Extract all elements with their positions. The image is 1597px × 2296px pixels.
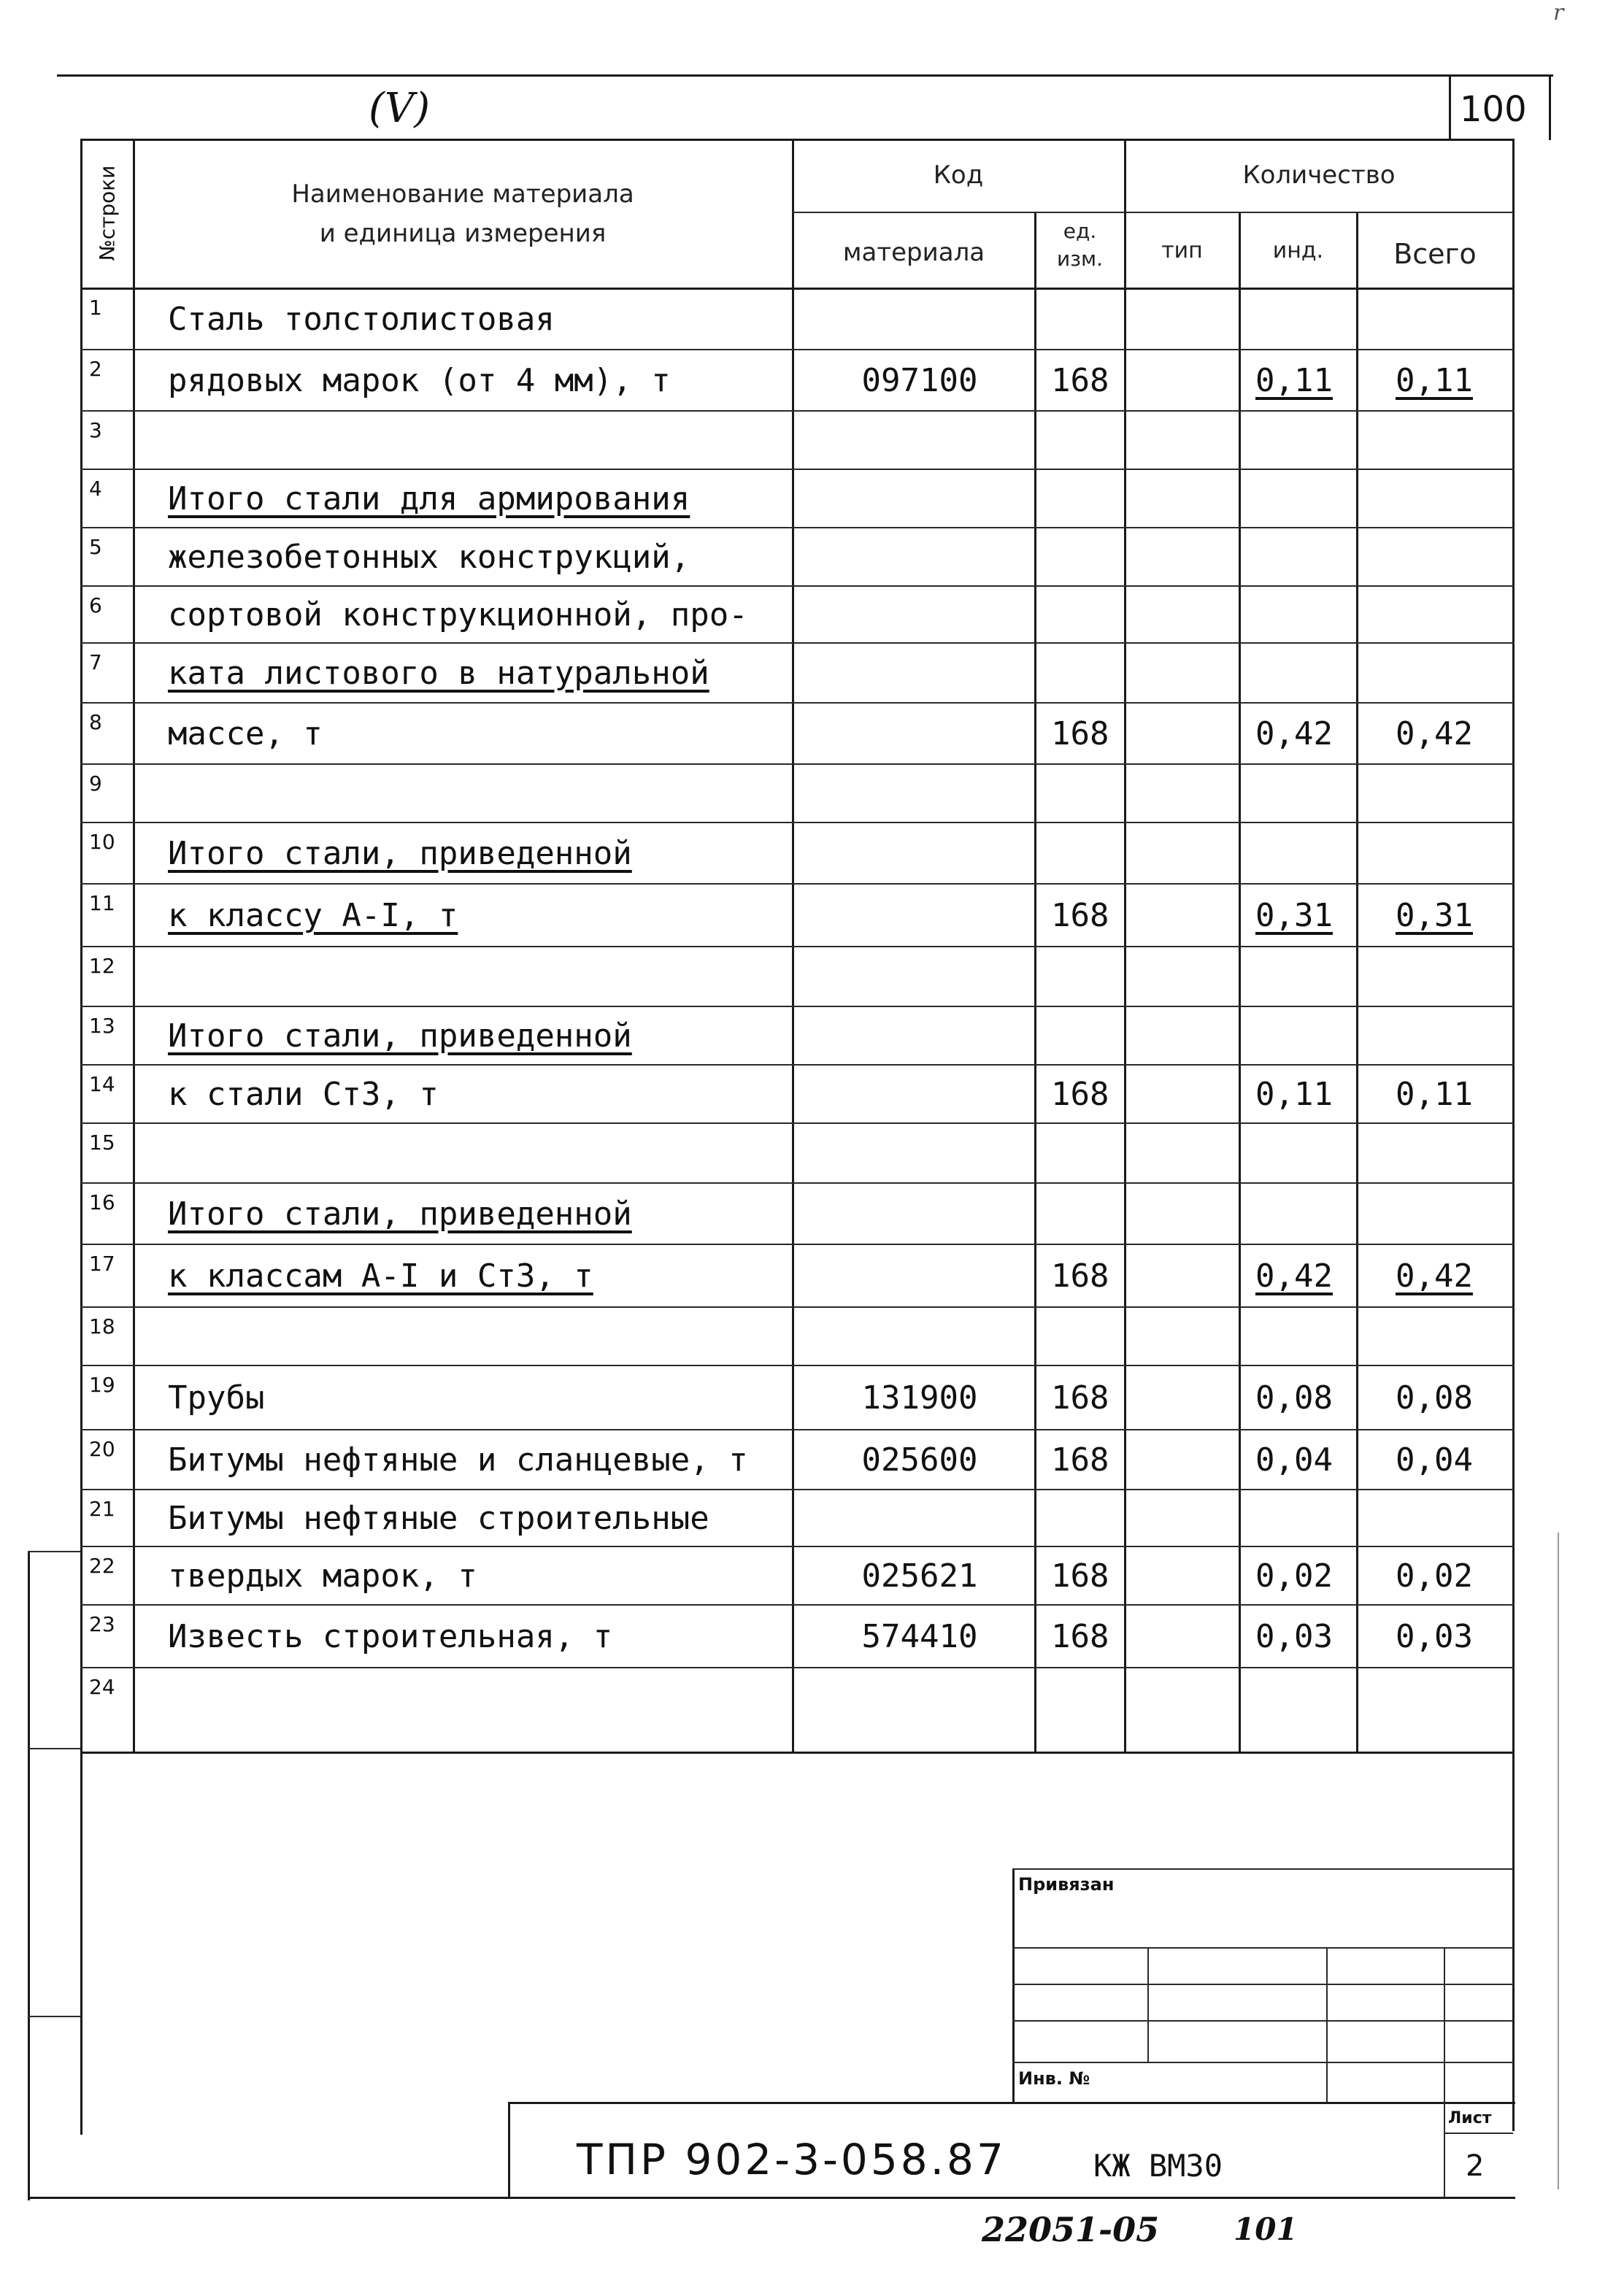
row-number: 7 [89, 650, 102, 674]
stamp-line1 [1012, 1947, 1514, 1949]
row-divider [80, 1604, 1515, 1606]
margin-frame-line2 [28, 1748, 80, 1749]
row-number: 22 [89, 1554, 115, 1578]
row-text: Битумы нефтяные и сланцевые, т [168, 1441, 748, 1479]
col-type [1239, 212, 1241, 1753]
corner-mark: r [1553, 0, 1564, 26]
row-number: 16 [89, 1190, 115, 1214]
row-ind: 0,42 [1255, 1257, 1333, 1295]
header-qty-total: Всего [1393, 238, 1477, 270]
row-total: 0,11 [1396, 362, 1473, 399]
row-ind: 0,11 [1255, 1076, 1333, 1113]
row-divider [80, 1489, 1515, 1490]
row-divider [80, 1122, 1515, 1124]
row-text: к стали Ст3, т [168, 1076, 439, 1113]
row-text: Итого стали для армирования [168, 480, 690, 517]
row-number: 8 [89, 710, 102, 734]
sheet-box-right [1549, 76, 1551, 140]
row-divider [80, 883, 1515, 885]
header-qty-group: Количество [1242, 161, 1396, 190]
row-text: Итого стали, приведенной [168, 835, 632, 872]
row-code: 574410 [861, 1618, 978, 1655]
row-ind: 0,02 [1255, 1557, 1333, 1595]
stamp-attached-label: Привязан [1018, 1874, 1115, 1895]
row-code: 131900 [861, 1379, 978, 1417]
header-row-no: №строки [95, 165, 120, 261]
row-divider [80, 1365, 1515, 1366]
col-code [1034, 212, 1036, 1753]
designation: ТПР 902-3-058.87 [577, 2135, 1007, 2184]
table-top [80, 139, 1515, 141]
row-number: 3 [89, 418, 102, 442]
sheet-cell-line [1444, 2133, 1513, 2134]
row-unit: 168 [1051, 1557, 1109, 1595]
row-number: 18 [89, 1314, 115, 1338]
row-total: 0,42 [1396, 715, 1473, 752]
row-total: 0,03 [1396, 1618, 1473, 1655]
row-divider [80, 946, 1515, 947]
row-unit: 168 [1051, 715, 1109, 752]
row-divider [80, 585, 1515, 587]
stamp-line2 [1012, 1984, 1514, 1985]
row-number: 6 [89, 593, 102, 617]
row-divider [80, 1182, 1515, 1184]
row-text: Известь строительная, т [168, 1618, 613, 1655]
title-frame-left [508, 2102, 510, 2197]
row-number: 5 [89, 535, 102, 559]
row-text: к классам А-I и Ст3, т [168, 1257, 593, 1295]
row-number: 20 [89, 1437, 115, 1461]
row-text: Сталь толстолистовая [168, 301, 555, 338]
row-number: 2 [89, 357, 102, 381]
row-total: 0,02 [1396, 1557, 1473, 1595]
row-number: 17 [89, 1252, 115, 1276]
margin-frame-line3 [28, 2016, 80, 2017]
row-unit: 168 [1051, 1379, 1109, 1417]
row-ind: 0,03 [1255, 1618, 1333, 1655]
row-divider [80, 469, 1515, 470]
hdr-bottom-line [80, 288, 1515, 290]
row-unit: 168 [1051, 362, 1109, 399]
top-rule [57, 74, 1553, 77]
row-divider [80, 1429, 1515, 1430]
title-frame-top [508, 2102, 1515, 2104]
header-name-line2: и единица измерения [319, 219, 607, 248]
row-text: твердых марок, т [168, 1557, 477, 1595]
row-text: массе, т [168, 715, 323, 752]
row-number: 11 [89, 891, 115, 915]
row-number: 14 [89, 1072, 115, 1096]
sheet-box-left [1449, 76, 1451, 140]
row-unit: 168 [1051, 1257, 1109, 1295]
row-code: 025621 [861, 1557, 978, 1595]
row-text: к классу А-I, т [168, 897, 458, 934]
row-divider [80, 1064, 1515, 1066]
row-text: Трубы [168, 1379, 265, 1417]
row-number: 24 [89, 1675, 115, 1699]
row-text: Итого стали, приведенной [168, 1017, 632, 1055]
stamp-col2 [1326, 1947, 1328, 2103]
row-number: 10 [89, 830, 115, 854]
row-divider [80, 763, 1515, 765]
header-code-unit-1: ед. [1063, 219, 1097, 243]
row-ind: 0,42 [1255, 715, 1333, 752]
row-number: 19 [89, 1373, 115, 1397]
row-number: 1 [89, 296, 102, 320]
row-text: ката листового в натуральной [168, 655, 709, 692]
row-divider [80, 1244, 1515, 1245]
stamp-col1 [1147, 1947, 1149, 2062]
stamp-left [1012, 1868, 1015, 2103]
document-mark: КЖ ВМ30 [1093, 2148, 1223, 2184]
table-data-bottom [80, 1752, 1515, 1754]
row-divider [80, 702, 1515, 704]
header-qty-type: тип [1161, 238, 1203, 263]
row-unit: 168 [1051, 1441, 1109, 1479]
row-divider [80, 822, 1515, 823]
row-divider [80, 1546, 1515, 1547]
row-code: 025600 [861, 1441, 978, 1479]
row-text: сортовой конструкционной, про- [168, 596, 748, 633]
frame-bottom [28, 2197, 1515, 2199]
header-qty-ind: инд. [1272, 238, 1324, 263]
row-unit: 168 [1051, 1076, 1109, 1113]
header-code-unit-2: изм. [1056, 247, 1104, 271]
margin-frame-line1 [28, 1551, 80, 1552]
row-divider [80, 1006, 1515, 1007]
sheet-label: Лист [1448, 2109, 1492, 2127]
row-divider [80, 410, 1515, 412]
stamp-col3 [1444, 1947, 1445, 2103]
row-total: 0,11 [1396, 1076, 1473, 1113]
table-left [80, 139, 82, 2135]
row-ind: 0,04 [1255, 1441, 1333, 1479]
stamp-top [1012, 1868, 1514, 1870]
row-divider [80, 1306, 1515, 1308]
handwritten-mark: (V) [369, 85, 431, 132]
row-total: 0,42 [1396, 1257, 1473, 1295]
row-text: железобетонных конструкций, [168, 539, 690, 576]
row-ind: 0,11 [1255, 362, 1333, 399]
row-divider [80, 642, 1515, 644]
row-text: Битумы нефтяные строительные [168, 1500, 709, 1537]
header-code-group: Код [933, 161, 984, 190]
footer-doc-number: 22051-05 [982, 2210, 1160, 2249]
sheet-cell-left [1444, 2102, 1445, 2197]
stamp-line3 [1012, 2020, 1514, 2022]
table-right [1512, 139, 1515, 2131]
header-code-material: материала [842, 238, 985, 267]
row-unit: 168 [1051, 1618, 1109, 1655]
row-number: 4 [89, 477, 102, 501]
sheet-number: 100 [1460, 89, 1527, 130]
row-number: 21 [89, 1497, 115, 1521]
row-text: рядовых марок (от 4 мм), т [168, 362, 671, 399]
footer-page-number: 101 [1234, 2211, 1298, 2247]
header-name-line1: Наименование материала [291, 180, 634, 209]
margin-frame-left [28, 1551, 30, 2200]
col-ind [1356, 212, 1358, 1753]
sheet-value: 2 [1466, 2149, 1485, 2183]
row-code: 097100 [861, 362, 978, 399]
row-total: 0,04 [1396, 1441, 1473, 1479]
stamp-line4 [1012, 2062, 1514, 2063]
row-text: Итого стали, приведенной [168, 1195, 632, 1233]
row-total: 0,31 [1396, 897, 1473, 934]
row-unit: 168 [1051, 897, 1109, 934]
row-divider [80, 349, 1515, 350]
stamp-inv-label: Инв. № [1018, 2068, 1090, 2089]
row-number: 15 [89, 1130, 115, 1155]
row-number: 12 [89, 954, 115, 978]
right-margin-line [1558, 1533, 1559, 2189]
row-divider [80, 527, 1515, 528]
hdr-mid-line [792, 212, 1513, 213]
row-number: 13 [89, 1014, 115, 1038]
row-ind: 0,31 [1255, 897, 1333, 934]
row-number: 9 [89, 771, 102, 795]
row-ind: 0,08 [1255, 1379, 1333, 1417]
row-number: 23 [89, 1612, 115, 1636]
row-total: 0,08 [1396, 1379, 1473, 1417]
row-divider [80, 1667, 1515, 1668]
